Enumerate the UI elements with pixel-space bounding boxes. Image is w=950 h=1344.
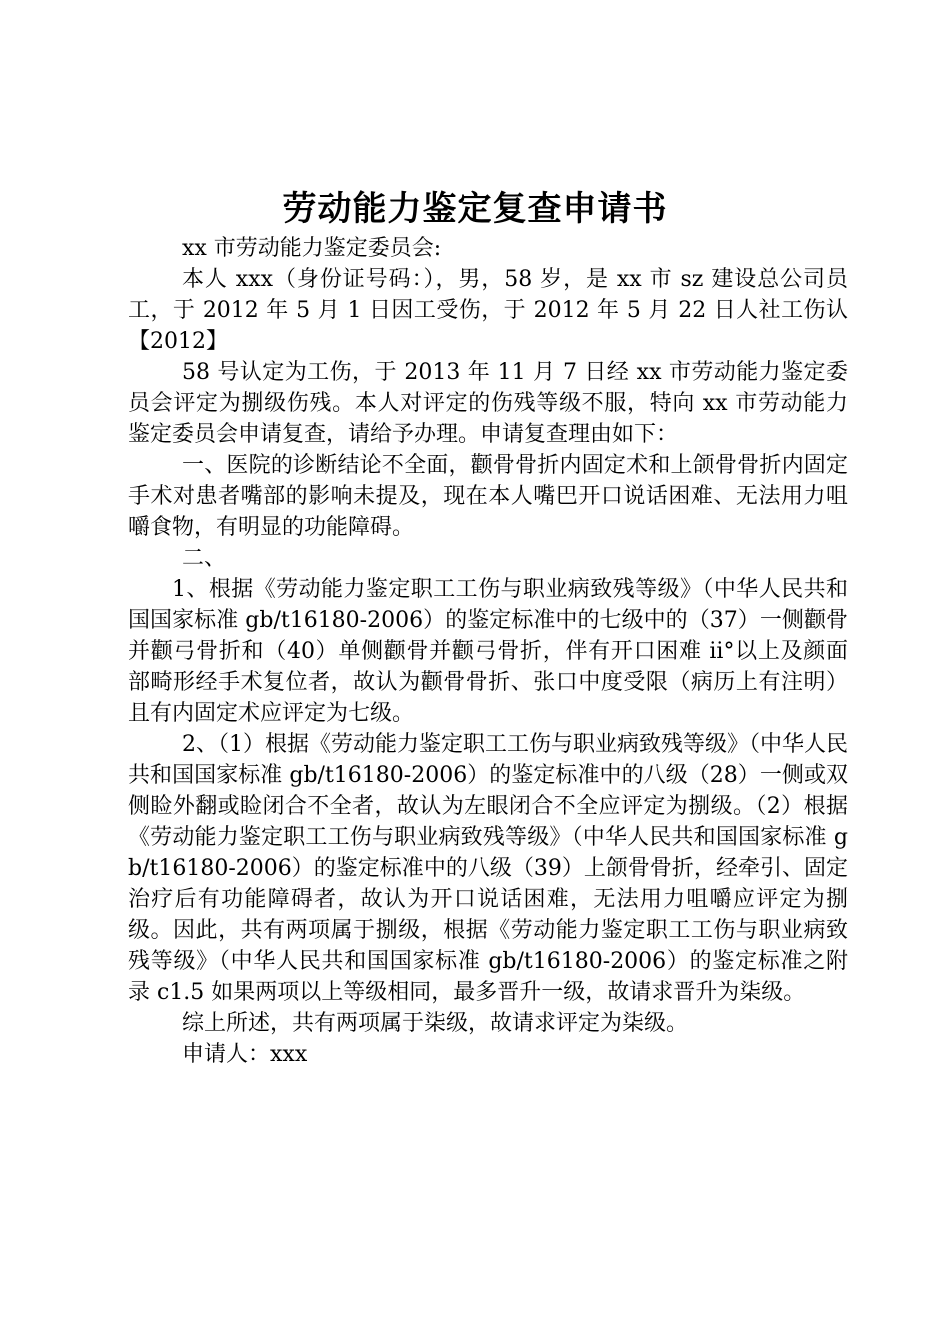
document-title: 劳动能力鉴定复查申请书 — [282, 189, 668, 229]
paragraph-reason-two-item-one: 1、根据《劳动能力鉴定职工工伤与职业病致残等级》（中华人民共和国国家标准 gb/t16180-2006）的鉴定标准中的七级中的（37）一侧颧骨并颧弓骨折和（40）单侧颧骨并颧弓骨折，伴有开口困难 ii°以上及颜面部畸形经手术复位者，故认为颧骨骨折、张口中度受限（病历上有注明）且有内固定术应评定为七级。 — [128, 577, 848, 726]
paragraph-reason-two-item-two: 2、（1）根据《劳动能力鉴定职工工伤与职业病致残等级》（中华人民共和国国家标准 gb/t16180-2006）的鉴定标准中的八级（28）一侧或双侧睑外翻或睑闭合不全者，故认为左眼闭合不全应评定为捌级。（2）根据《劳动能力鉴定职工工伤与职业病致残等级》（中华人民共和国国家标准 gb/t16180-2006）的鉴定标准中的八级（39）上颌骨骨折，经牵引、固定治疗后有功能障碍者，故认为开口说话困难，无法用力咀嚼应评定为捌级。因此，共有两项属于捌级，根据《劳动能力鉴定职工工伤与职业病致残等级》（中华人民共和国国家标准 gb/t16180-2006）的鉴定标准之附录 c1.5 如果两项以上等级相同，最多晋升一级，故请求晋升为柒级。 — [128, 732, 848, 1005]
paragraph-determination: 58 号认定为工伤，于 2013 年 11 月 7 日经 xx 市劳动能力鉴定委员会评定为捌级伤残。本人对评定的伤残等级不服，特向 xx 市劳动能力鉴定委员会申请复查，请给予办理。申请复查理由如下： — [128, 360, 848, 447]
paragraph-conclusion: 综上所述，共有两项属于柒级，故请求评定为柒级。 — [182, 1011, 689, 1036]
paragraph-reason-two-heading: 二、 — [182, 546, 227, 571]
paragraph-intro: 本人 xxx（身份证号码：），男，58 岁，是 xx 市 sz 建设总公司员工，于 2012 年 5 月 1 日因工受伤，于 2012 年 5 月 22 日人社工伤认【2012】 — [128, 267, 848, 354]
applicant-line: 申请人：xxx — [182, 1042, 308, 1067]
salutation: xx 市劳动能力鉴定委员会: — [182, 236, 442, 261]
paragraph-reason-one: 一、医院的诊断结论不全面，颧骨骨折内固定术和上颌骨骨折内固定手术对患者嘴部的影响未提及，现在本人嘴巴开口说话困难、无法用力咀嚼食物，有明显的功能障碍。 — [128, 453, 848, 540]
document-body — [128, 233, 848, 1070]
